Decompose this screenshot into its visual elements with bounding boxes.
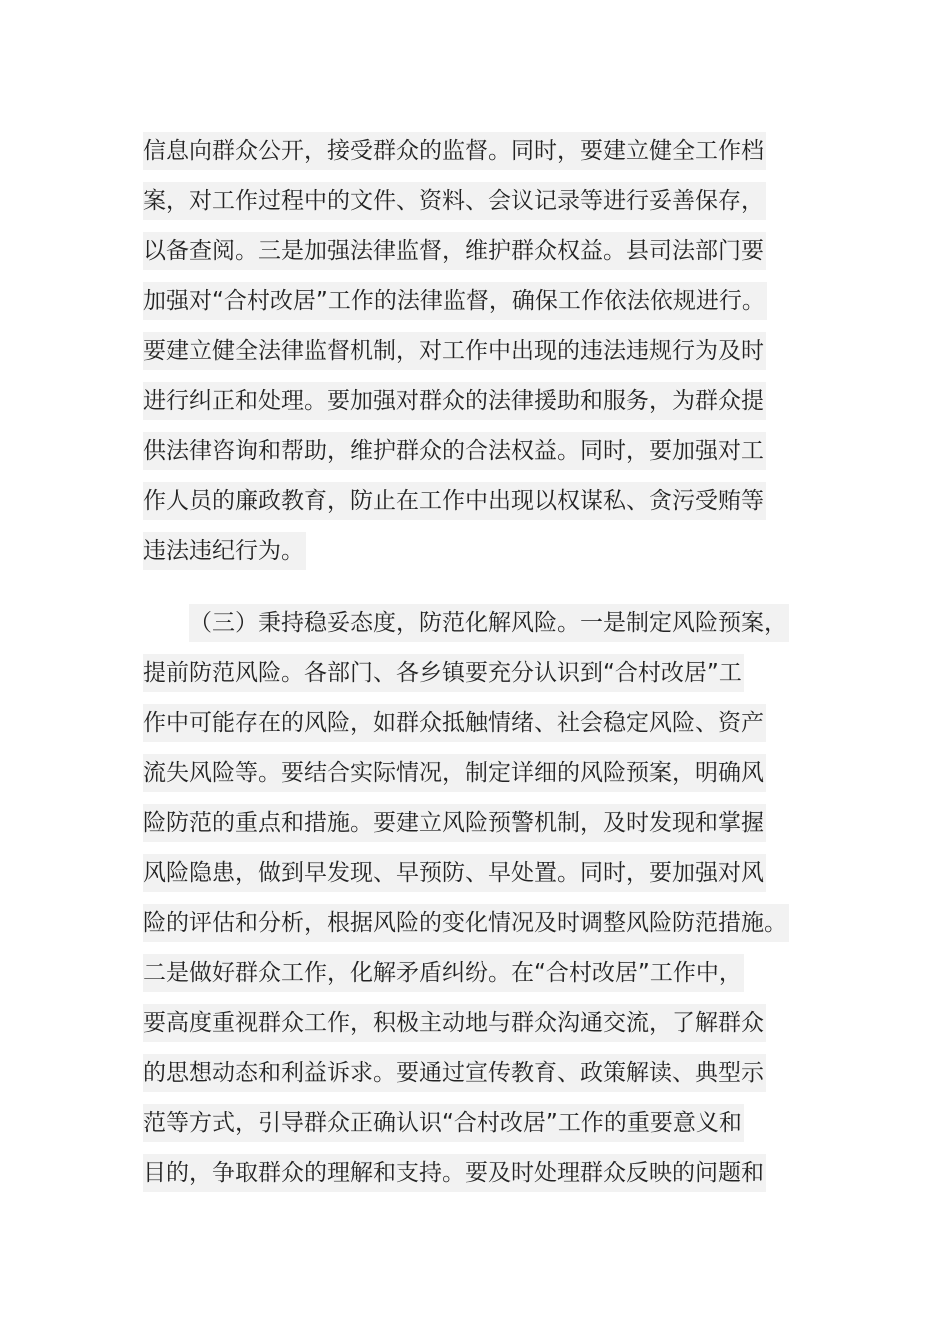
text-line: 以备查阅。三是加强法律监督，维护群众权益。县司法部门要 — [143, 232, 766, 270]
text-line: 的思想动态和利益诉求。要通过宣传教育、政策解读、典型示 — [143, 1054, 766, 1092]
text-line: 范等方式，引导群众正确认识“合村改居”工作的重要意义和 — [143, 1104, 744, 1142]
text-line: 要高度重视群众工作，积极主动地与群众沟通交流，了解群众 — [143, 1004, 766, 1042]
text-line: 风险隐患，做到早发现、早预防、早处置。同时，要加强对风 — [143, 854, 766, 892]
text-line: 违法违纪行为。 — [143, 532, 306, 570]
text-line: 作人员的廉政教育，防止在工作中出现以权谋私、贪污受贿等 — [143, 482, 766, 520]
text-line: 提前防范风险。各部门、各乡镇要充分认识到“合村改居”工 — [143, 654, 744, 692]
text-line: 进行纠正和处理。要加强对群众的法律援助和服务，为群众提 — [143, 382, 766, 420]
text-line: 信息向群众公开，接受群众的监督。同时，要建立健全工作档 — [143, 132, 766, 170]
text-line: 险的评估和分析，根据风险的变化情况及时调整风险防范措施。 — [143, 904, 789, 942]
text-line: 目的，争取群众的理解和支持。要及时处理群众反映的问题和 — [143, 1154, 766, 1192]
text-line: 供法律咨询和帮助，维护群众的合法权益。同时，要加强对工 — [143, 432, 766, 470]
text-line: 流失风险等。要结合实际情况，制定详细的风险预案，明确风 — [143, 754, 766, 792]
text-line: 加强对“合村改居”工作的法律监督，确保工作依法依规进行。 — [143, 282, 767, 320]
text-line: 险防范的重点和措施。要建立风险预警机制，及时发现和掌握 — [143, 804, 766, 842]
text-line: 要建立健全法律监督机制，对工作中出现的违法违规行为及时 — [143, 332, 766, 370]
text-line-indented: （三）秉持稳妥态度，防范化解风险。一是制定风险预案， — [189, 604, 789, 642]
text-line: 二是做好群众工作，化解矛盾纠纷。在“合村改居”工作中， — [143, 954, 744, 992]
text-line: 作中可能存在的风险，如群众抵触情绪、社会稳定风险、资产 — [143, 704, 766, 742]
text-line: 案，对工作过程中的文件、资料、会议记录等进行妥善保存， — [143, 182, 766, 220]
